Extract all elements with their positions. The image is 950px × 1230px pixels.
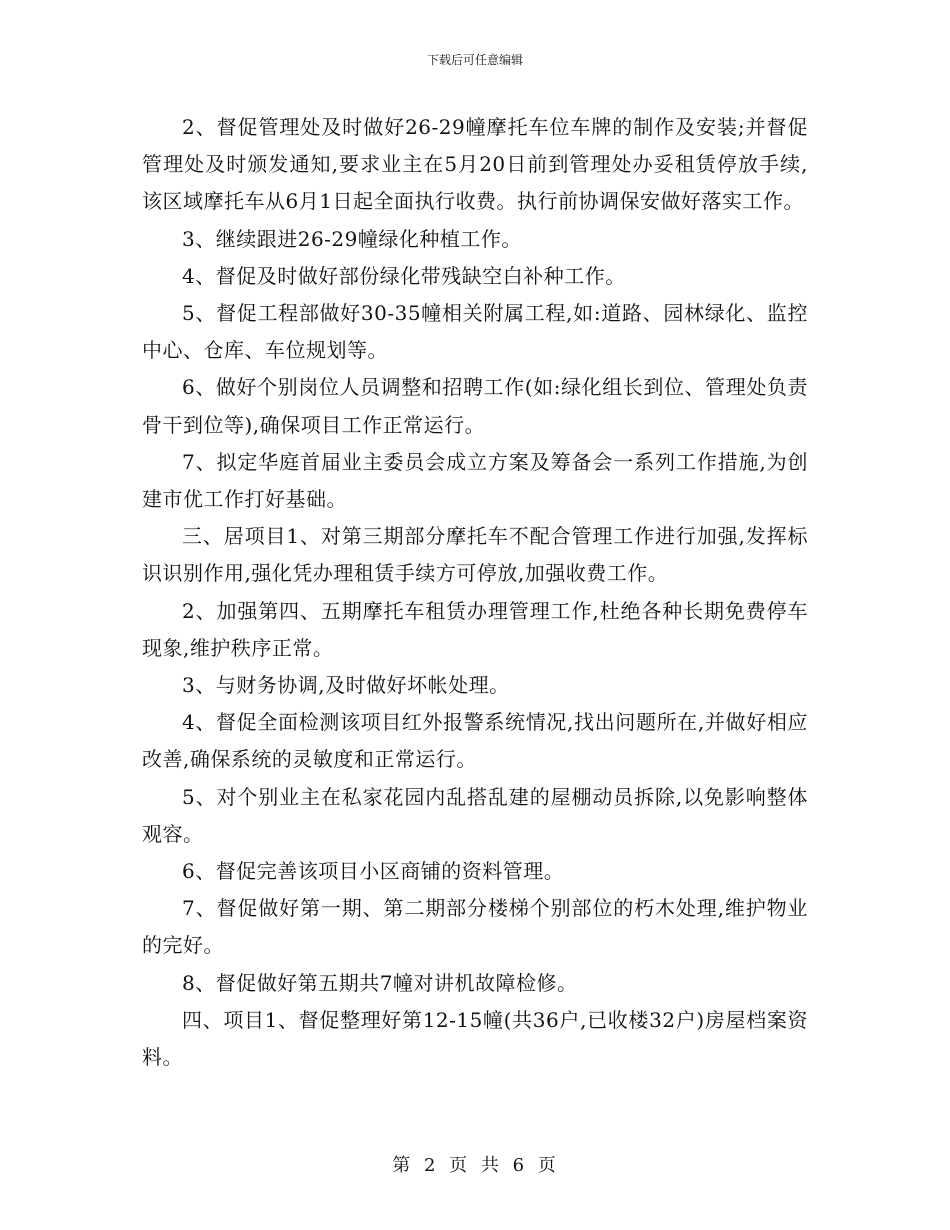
paragraph: 7、拟定华庭首届业主委员会成立方案及筹备会一系列工作措施,为创建市优工作打好基础。: [142, 449, 808, 512]
paragraph: 四、项目1、督促整理好第12-15幢(共36户,已收楼32户)房屋档案资料。: [142, 1007, 808, 1070]
paragraph: 5、对个别业主在私家花园内乱搭乱建的屋棚动员拆除,以免影响整体观容。: [142, 784, 808, 846]
paragraph: 6、做好个别岗位人员调整和招聘工作(如:绿化组长到位、管理处负责骨干到位等),确保项目工作正常运行。: [142, 375, 808, 437]
paragraph: 三、居项目1、对第三期部分摩托车不配合管理工作进行加强,发挥标识识别作用,强化凭办理租赁手续方可停放,加强收费工作。: [142, 524, 808, 586]
paragraph: 7、督促做好第一期、第二期部分楼梯个别部位的朽木处理,维护物业的完好。: [142, 896, 808, 958]
paragraph: 3、与财务协调,及时做好坏帐处理。: [182, 673, 510, 698]
paragraph: 2、督促管理处及时做好26-29幢摩托车位车牌的制作及安装;并督促管理处及时颁发通知,要求业主在5月20日前到管理处办妥租赁停放手续,该区域摩托车从6月1日起全面执行收费。执行前协调保安做好落实工作。: [142, 115, 808, 214]
paragraph: 4、督促全面检测该项目红外报警系统情况,找出问题所在,并做好相应改善,确保系统的灵敏度和正常运行。: [142, 710, 808, 772]
page-number-footer: 第 2 页 共 6 页: [392, 1155, 558, 1176]
paragraph: 4、督促及时做好部份绿化带残缺空白补种工作。: [182, 263, 626, 288]
paragraph: 2、加强第四、五期摩托车租赁办理管理工作,杜绝各种长期免费停车现象,维护秩序正常。: [142, 598, 808, 660]
document-body: [142, 109, 808, 1076]
paragraph: 8、督促做好第五期共7幢对讲机故障检修。: [182, 970, 578, 995]
paragraph: 5、督促工程部做好30-35幢相关附属工程,如:道路、园林绿化、监控中心、仓库、车位规划等。: [142, 301, 808, 363]
page-header: 下载后可任意编辑: [426, 53, 523, 67]
paragraph: 6、督促完善该项目小区商铺的资料管理。: [182, 859, 565, 884]
paragraph: 3、继续跟进26-29幢绿化种植工作。: [182, 226, 522, 251]
